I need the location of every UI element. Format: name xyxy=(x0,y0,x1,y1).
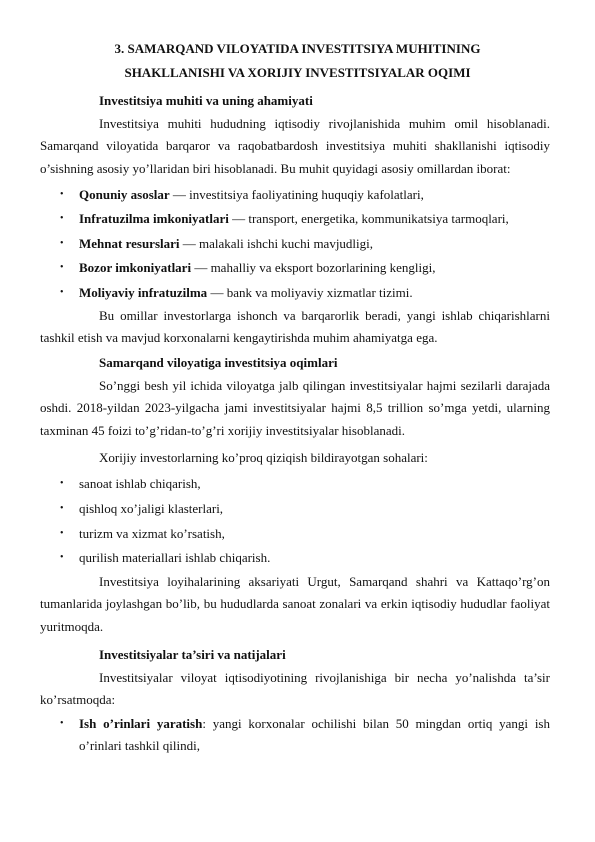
list-item-term: Qonuniy asoslar xyxy=(79,187,170,202)
paragraph-factors-summary: Bu omillar investorlarga ishonch va barqarorlik beradi, yangi ishlab chiqarishlarni tashkil etish va mavjud korxonalarni kengaytirishda muhim ahamiyatga ega. xyxy=(40,308,550,346)
list-item-term: Infratuzilma imkoniyatlari xyxy=(79,211,229,226)
section-heading-investment-impact: Investitsiyalar ta’siri va natijalari xyxy=(99,647,286,662)
paragraph-foreign-sectors-intro: Xorijiy investorlarning ko’proq qiziqish bildirayotgan sohalari: xyxy=(99,450,428,465)
bullet-icon: • xyxy=(60,287,64,298)
paragraph-investment-climate: Investitsiya muhiti hududning iqtisodiy rivojlanishida muhim omil hisoblanadi. Samarqand viloyatida barqaror va raqobatbardosh investitsiya muhiti shakllanishi iqtisodiy o’sishning asosiy yo’llaridan biri hisoblanadi. Bu muhit quyidagi asosiy omillardan iborat: xyxy=(40,116,550,176)
list-item xyxy=(60,713,550,758)
section-heading-investment-climate: Investitsiya muhiti va uning ahamiyati xyxy=(99,93,313,108)
list-item-desc: — bank va moliyaviy xizmatlar tizimi. xyxy=(207,285,413,300)
list-item-desc: : yangi korxonalar ochilishi bilan 50 mingdan ortiq yangi ish o’rinlari tashkil qilindi, xyxy=(79,716,550,754)
bullet-icon: • xyxy=(60,262,64,273)
bullet-icon: • xyxy=(60,718,64,729)
list-item-term: Bozor imkoniyatlari xyxy=(79,260,192,275)
list-item-term: Moliyaviy infratuzilma xyxy=(79,285,208,300)
list-item-text: turizm va xizmat ko’rsatish, xyxy=(79,526,225,541)
list-item xyxy=(60,498,550,520)
list-item xyxy=(60,523,550,545)
bullet-icon: • xyxy=(60,478,64,489)
bullet-icon: • xyxy=(60,213,64,224)
section-heading-investment-flows: Samarqand viloyatiga investitsiya oqimlari xyxy=(99,355,338,370)
paragraph-investment-volume: So’nggi besh yil ichida viloyatga jalb qilingan investitsiyalar hajmi sezilarli darajada oshdi. 2018-yildan 2023-yilgacha jami investitsiyalar hajmi 8,5 trillion so’mga yetdi, ularning taxminan 45 foizi to’g’ridan-to’g’ri xorijiy investitsiyalar hisoblanadi. xyxy=(40,378,550,438)
list-item-text: sanoat ishlab chiqarish, xyxy=(79,476,201,491)
list-item xyxy=(60,473,550,495)
list-item-desc: — malakali ishchi kuchi mavjudligi, xyxy=(179,236,374,251)
paragraph-investment-impact: Investitsiyalar viloyat iqtisodiyotining rivojlanishiga bir necha yo’nalishda ta’sir ko’rsatmoqda: xyxy=(40,670,550,708)
bullet-icon: • xyxy=(60,238,64,249)
bullet-icon: • xyxy=(60,503,64,514)
list-item-text: qishloq xo’jaligi klasterlari, xyxy=(79,501,224,516)
bullet-icon: • xyxy=(60,552,64,563)
list-item-text: qurilish materiallari ishlab chiqarish. xyxy=(79,550,271,565)
list-item-desc: — mahalliy va eksport bozorlarining kengligi, xyxy=(191,260,436,275)
list-item xyxy=(60,208,550,230)
list-item xyxy=(60,257,550,279)
list-item xyxy=(60,233,550,255)
bullet-icon: • xyxy=(60,528,64,539)
list-item-term: Ish o’rinlari yaratish xyxy=(79,716,203,731)
document-title-line-1: 3. SAMARQAND VILOYATIDA INVESTITSIYA MUHITINING xyxy=(114,41,481,56)
paragraph-project-locations: Investitsiya loyihalarining aksariyati Urgut, Samarqand shahri va Kattaqo’rg’on tumanlarida joylashgan bo’lib, bu hududlarda sanoat zonalari va erkin iqtisodiy hududlar faoliyat yuritmoqda. xyxy=(40,574,550,634)
list-item xyxy=(60,547,550,569)
list-item xyxy=(60,184,550,206)
bullet-icon: • xyxy=(60,189,64,200)
document-title-line-2: SHAKLLANISHI VA XORIJIY INVESTITSIYALAR OQIMI xyxy=(124,65,471,80)
list-item xyxy=(60,282,550,304)
list-item-term: Mehnat resurslari xyxy=(79,236,180,251)
list-item-desc: — investitsiya faoliyatining huquqiy kafolatlari, xyxy=(169,187,424,202)
list-item-desc: — transport, energetika, kommunikatsiya tarmoqlari, xyxy=(228,211,509,226)
